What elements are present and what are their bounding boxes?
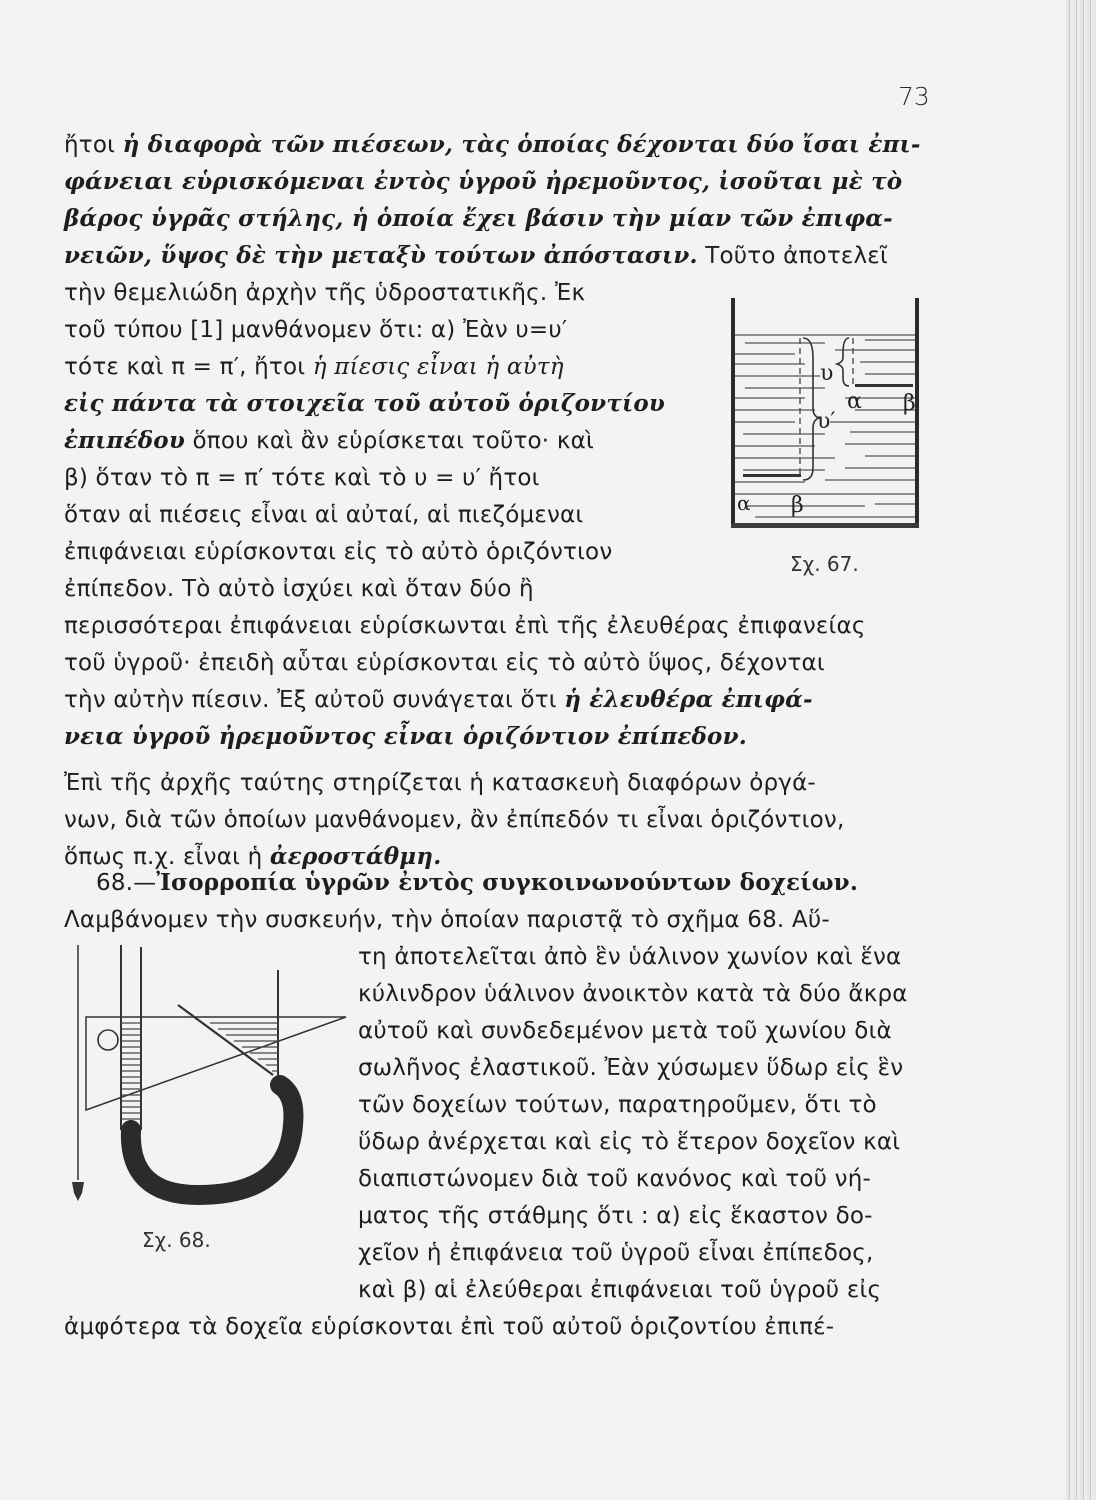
text-line: τὴν θεμελιώδη ἀρχὴν τῆς ὑδροστατικῆς. Ἐκ [64,280,586,306]
svg-text:β: β [791,493,804,518]
text-line: τότε καὶ π = π′, ἤτοι ἡ πίεσις εἶναι ἡ αὐτὴ [64,354,564,380]
text-line: ἐπιπέδου ὅπου καὶ ἂν εὑρίσκεται τοῦτο· καὶ [64,427,594,454]
text-line: κύλινδρον ὑάλινον ἀνοικτὸν κατὰ τὰ δύο ἄκρα [358,981,908,1007]
text-line: περισσότεραι ἐπιφάνειαι εὑρίσκωνται ἐπὶ τῆς ἐλευθέρας ἐπιφανείας [64,613,866,639]
text-line: φάνειαι εὑρισκόμεναι ἐντὸς ὑγροῦ ἠρεμοῦντος, ἰσοῦται μὲ τὸ [64,168,903,195]
text-line: ἐπίπεδον. Τὸ αὐτὸ ἰσχύει καὶ ὅταν δύο ἢ [64,576,534,602]
text-line: ὅπως π.χ. εἶναι ἡ ἀεροστάθμη. [64,843,442,870]
text-line: τοῦ τύπου [1] μανθάνομεν ὅτι: α) Ἐὰν υ=υ′ [64,317,568,343]
text-line: τη ἀποτελεῖται ἀπὸ ἓν ὑάλινον χωνίον καὶ ἕνα [358,944,902,970]
svg-text:υ: υ [820,361,834,386]
text-line: νεια ὑγροῦ ἠρεμοῦντος εἶναι ὁριζόντιον ἐπίπεδον. [64,723,747,750]
text-line: χεῖον ἡ ἐπιφάνεια τοῦ ὑγροῦ εἶναι ἐπίπεδος, [358,1240,874,1266]
text-line: καὶ β) αἱ ἐλεύθεραι ἐπιφάνειαι τοῦ ὑγροῦ εἰς [358,1277,882,1303]
text-line: ὕδωρ ἀνέρχεται καὶ εἰς τὸ ἕτερον δοχεῖον καὶ [358,1129,901,1155]
text-line: β) ὅταν τὸ π = π′ τότε καὶ τὸ υ = υ′ ἤτοι [64,465,540,491]
text-line: ἀμφότερα τὰ δοχεῖα εὑρίσκονται ἐπὶ τοῦ αὐτοῦ ὁριζοντίου ἐπιπέ- [64,1314,835,1340]
page-number: 73 [898,82,930,111]
svg-text:β: β [903,391,916,416]
text-line: εἰς πάντα τὰ στοιχεῖα τοῦ αὐτοῦ ὁριζοντίου [64,390,666,417]
page-binding-edge [1066,0,1096,1500]
svg-text:α: α [847,389,862,414]
text-line: βάρος ὑγρᾶς στήλης, ἡ ὁποία ἔχει βάσιν τὴν μίαν τῶν ἐπιφα- [64,205,893,232]
svg-text:υ′: υ′ [817,409,836,434]
text-line: αὐτοῦ καὶ συνδεδεμένον μετὰ τοῦ χωνίου διὰ [358,1018,892,1044]
hydrostatic-vessel-diagram [725,298,925,533]
text-line: νων, διὰ τῶν ὁποίων μανθάνομεν, ἂν ἐπίπεδόν τι εἶναι ὁριζόντιον, [64,807,845,833]
text-line: Ἐπὶ τῆς ἀρχῆς ταύτης στηρίζεται ἡ κατασκευὴ διαφόρων ὀργά- [64,770,816,796]
text-line: τοῦ ὑγροῦ· ἐπειδὴ αὗται εὑρίσκονται εἰς τὸ αὐτὸ ὕψος, δέχονται [64,650,825,676]
text-line: Λαμβάνομεν τὴν συσκευήν, τὴν ὁποίαν παριστᾷ τὸ σχῆμα 68. Αὕ- [64,907,830,933]
svg-text:α: α [737,491,751,515]
text-line: ὅταν αἱ πιέσεις εἶναι αἱ αὐταί, αἱ πιεζόμεναι [64,502,584,528]
text-line: ματος τῆς στάθμης ὅτι : α) εἰς ἕκαστον δο- [358,1203,873,1229]
figure-caption: Σχ. 67. [790,552,859,576]
communicating-vessels-diagram [68,945,358,1205]
text-line: νειῶν, ὕψος δὲ τὴν μεταξὺ τούτων ἀπόστασιν. Τοῦτο ἀποτελεῖ [64,242,888,269]
text-line: τὴν αὐτὴν πίεσιν. Ἐξ αὐτοῦ συνάγεται ὅτι ἡ ἐλευθέρα ἐπιφά- [64,686,813,713]
text-line: τῶν δοχείων τούτων, παρατηροῦμεν, ὅτι τὸ [358,1092,877,1118]
figure-caption: Σχ. 68. [142,1228,211,1252]
text-line: σωλῆνος ἐλαστικοῦ. Ἐὰν χύσωμεν ὕδωρ εἰς ἓν [358,1055,904,1081]
section-heading: 68.—Ἰσορροπία ὑγρῶν ἐντὸς συγκοινωνούντων δοχείων. [96,869,859,896]
text-line: ἤτοι ἡ διαφορὰ τῶν πιέσεων, τὰς ὁποίας δέχονται δύο ἴσαι ἐπι- [64,131,921,158]
text-line: ἐπιφάνειαι εὑρίσκονται εἰς τὸ αὐτὸ ὁριζόντιον [64,539,613,565]
text-line: διαπιστώνομεν διὰ τοῦ κανόνος καὶ τοῦ νή- [358,1166,871,1192]
